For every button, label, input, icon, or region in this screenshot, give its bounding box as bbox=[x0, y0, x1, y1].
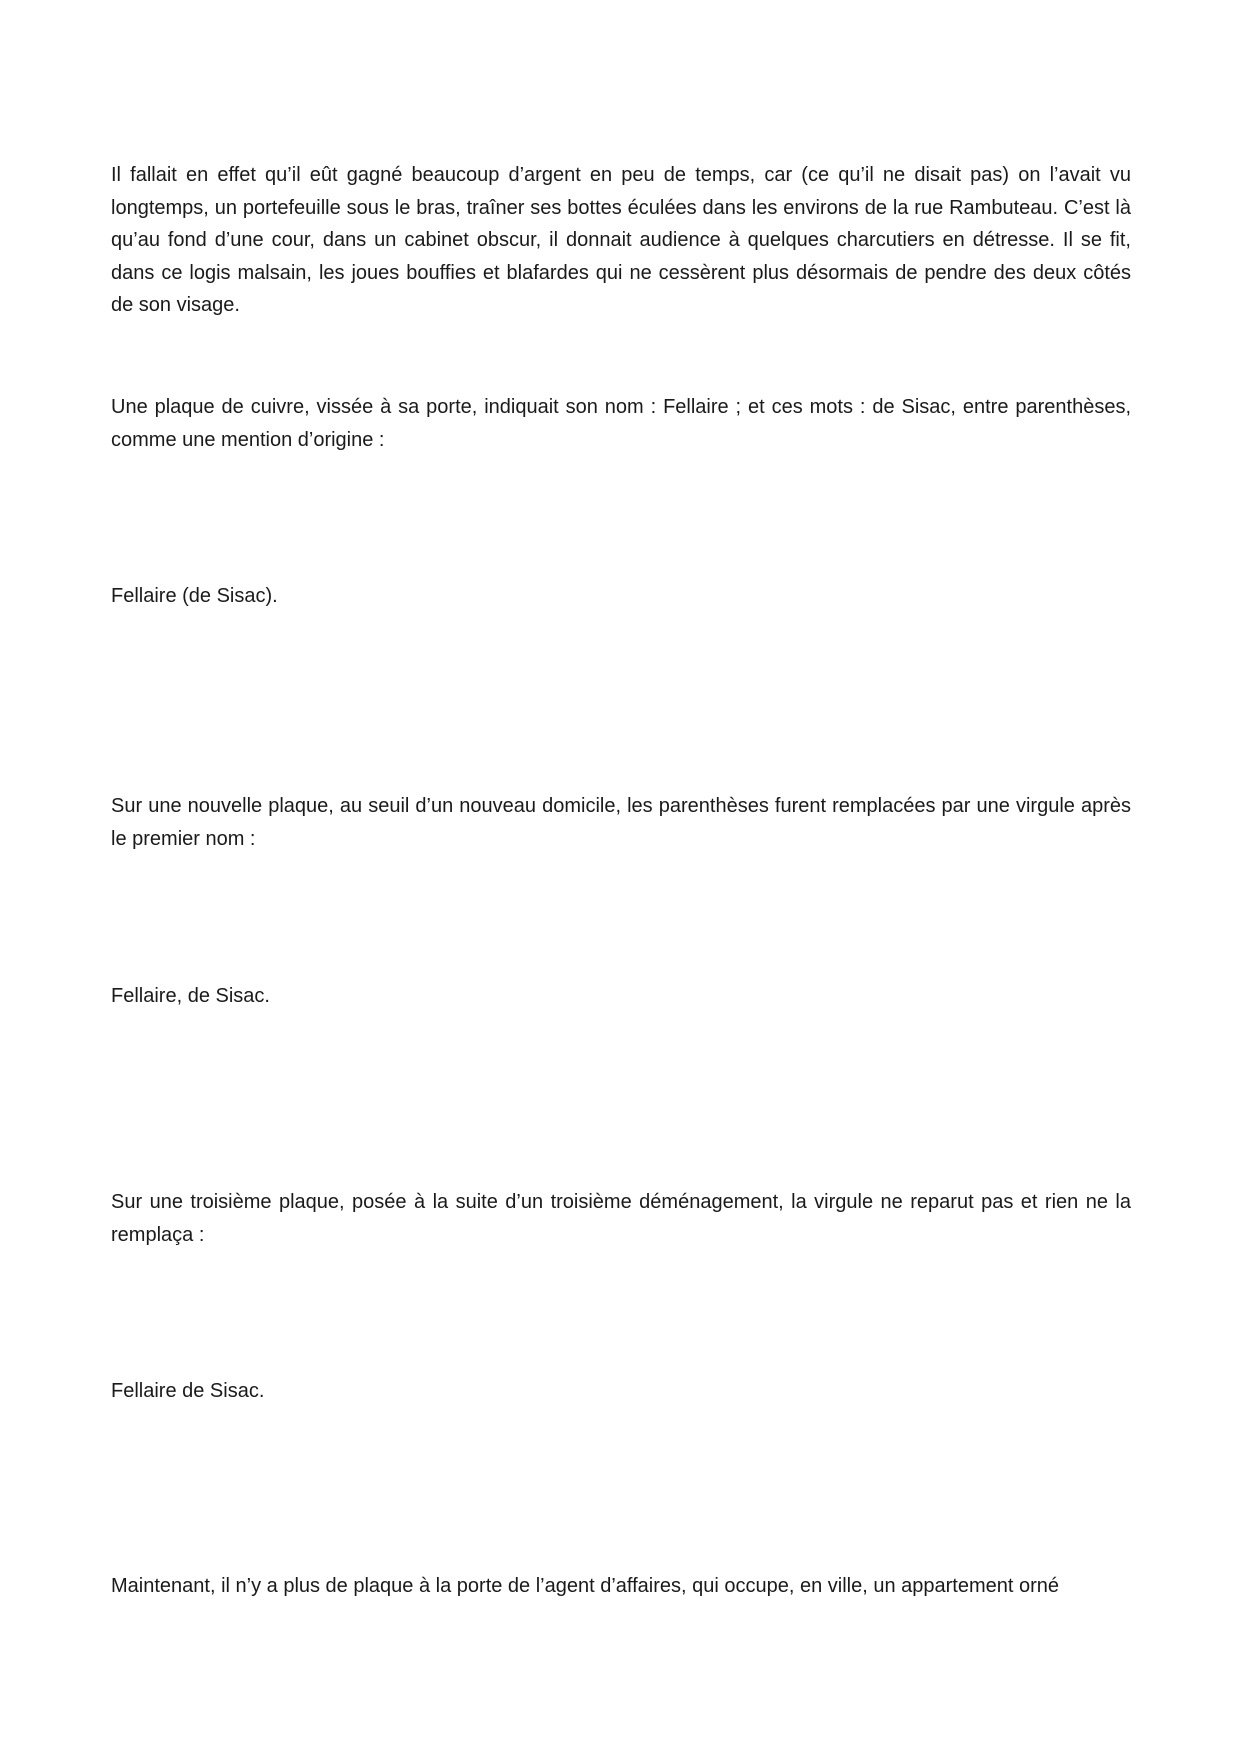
paragraph-second-plaque: Sur une nouvelle plaque, au seuil d’un nouveau domicile, les parenthèses furent remplacées par une virgule après le premier nom : bbox=[111, 795, 1131, 850]
paragraph-now: Maintenant, il n’y a plus de plaque à la porte de l’agent d’affaires, qui occupe, en ville, un appartement orné bbox=[111, 1575, 1060, 1597]
plaque-text-plain: Fellaire de Sisac. bbox=[111, 1380, 265, 1402]
paragraph-origins: Il fallait en effet qu’il eût gagné beaucoup d’argent en peu de temps, car (ce qu’il ne disait pas) on l’avait vu longtemps, un portefeuille sous le bras, traîner ses bottes éculées dans les environs de la rue Rambuteau. C’est là qu’au fond d’une cour, dans un cabinet obscur, il donnait audience à quelques charcutiers en détresse. Il se fit, dans ce logis malsain, les joues bouffies et blafardes qui ne cessèrent plus désormais de pendre des deux côtés de son visage. bbox=[111, 164, 1131, 316]
paragraph-first-plaque: Une plaque de cuivre, vissée à sa porte, indiquait son nom : Fellaire ; et ces mots : de Sisac, entre parenthèses, comme une mention d’origine : bbox=[111, 396, 1131, 451]
plaque-text-comma: Fellaire, de Sisac. bbox=[111, 985, 270, 1007]
plaque-text-parentheses: Fellaire (de Sisac). bbox=[111, 585, 278, 607]
paragraph-third-plaque: Sur une troisième plaque, posée à la suite d’un troisième déménagement, la virgule ne reparut pas et rien ne la remplaça : bbox=[111, 1191, 1131, 1246]
